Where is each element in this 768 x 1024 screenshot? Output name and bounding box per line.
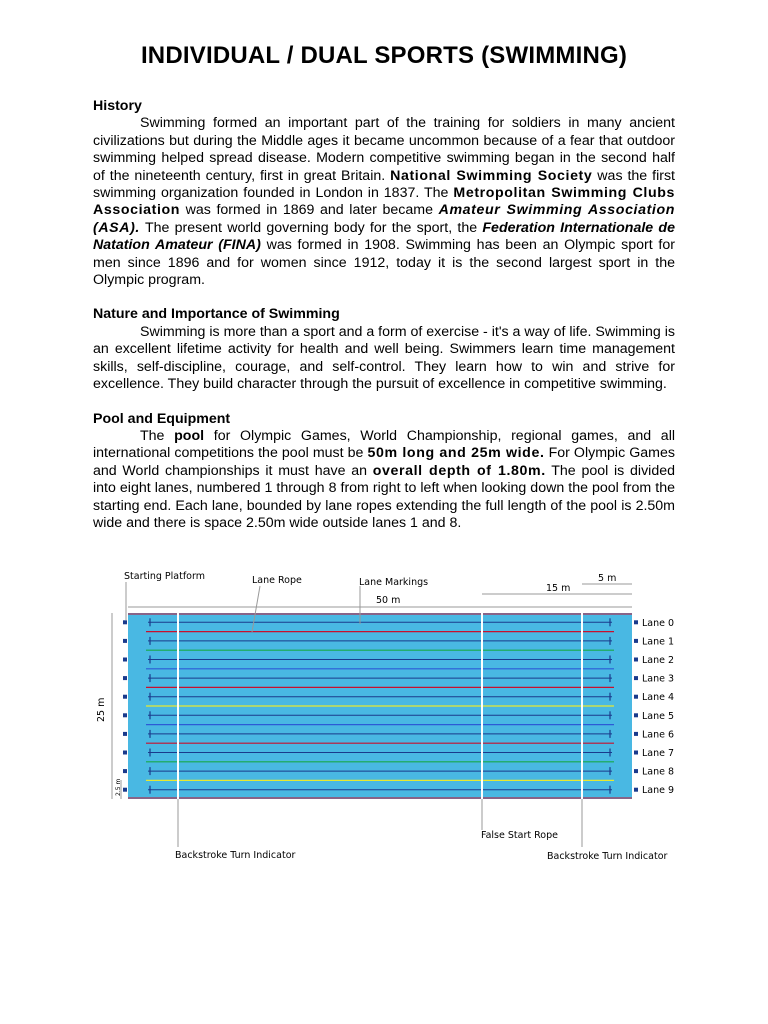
nature-heading: Nature and Importance of Swimming	[93, 306, 340, 323]
label-backstroke-right: Backstroke Turn Indicator	[547, 851, 668, 862]
label-width: 25 m	[96, 697, 107, 722]
lane-label: Lane 0	[642, 617, 675, 629]
lane-labels	[642, 618, 674, 796]
nature-paragraph: Swimming is more than a sport and a form of exercise - it's a way of life. Swimming is an excellent lifetime activity for health and well being. Swimmers learn time management skills, self-discipline, courage, and self-control. They learn how to win and strive for excellence. They build character through the pursuit of excellence in competitive swimming.	[93, 323, 675, 393]
page-title: INDIVIDUAL / DUAL SPORTS (SWIMMING)	[140, 42, 628, 69]
end-block	[634, 732, 638, 736]
starting-block	[123, 658, 127, 662]
lane-label: Lane 9	[642, 785, 675, 797]
lane-label: Lane 5	[642, 710, 675, 722]
starting-block	[123, 620, 127, 624]
end-block	[634, 713, 638, 717]
starting-block	[123, 695, 127, 699]
end-block	[634, 676, 638, 680]
lane-label: Lane 8	[642, 766, 675, 778]
pool-term: pool	[174, 427, 205, 444]
end-block	[634, 658, 638, 662]
pool-diagram	[0, 560, 768, 870]
label-lane-markings: Lane Markings	[359, 577, 429, 588]
document-body	[93, 98, 675, 532]
end-block	[634, 769, 638, 773]
starting-block	[123, 751, 127, 755]
fina-name: Federation Internationale de Natation Amateur (FINA)	[93, 219, 675, 254]
label-dist-5: 5 m	[598, 573, 617, 584]
metropolitan-clubs-association: Metropolitan Swimming Clubs Association	[93, 185, 675, 219]
pool-heading: Pool and Equipment	[93, 410, 231, 427]
end-block	[634, 751, 638, 755]
lane-label: Lane 7	[642, 748, 675, 759]
lane-label: Lane 1	[642, 636, 675, 648]
lane-label: Lane 2	[642, 655, 675, 666]
label-lane-width: 2.5 m	[115, 778, 122, 796]
pool-depth: overall depth of 1.80m.	[372, 462, 546, 479]
label-backstroke-left: Backstroke Turn Indicator	[175, 850, 296, 861]
starting-block	[123, 713, 127, 717]
lane-label: Lane 3	[642, 673, 675, 685]
label-starting-platform: Starting Platform	[124, 571, 205, 582]
end-block	[634, 695, 638, 699]
starting-block	[123, 639, 127, 643]
national-swimming-society: National Swimming Society	[390, 167, 593, 184]
lane-label: Lane 4	[642, 692, 675, 704]
history-paragraph: Swimming formed an important part of the training for soldiers in many ancient civilizations but during the Middle ages it became uncommon because of a fear that outdoor swimming helped spread disease. Modern competitive swimming began in the second half of the nineteenth century, first in great Britain. National Swimming Society was the first swimming organization founded in London in 1837. The Metropolitan Swimming Clubs Association was formed in 1869 and later became Amateur Swimming Association (ASA). The present world governing body for the sport, the Federation Internationale de Natation Amateur (FINA) was formed in 1908. Swimming has been an Olympic sport for men since 1896 and for women since 1912, today it is the second largest sport in the Olympic program.	[93, 115, 675, 289]
starting-block	[123, 769, 127, 773]
starting-block	[123, 676, 127, 680]
starting-block	[123, 788, 127, 792]
starting-block	[123, 732, 127, 736]
label-false-start-rope: False Start Rope	[481, 830, 558, 841]
pool-paragraph: The pool for Olympic Games, World Championship, regional games, and all international competitions the pool must be 50m long and 25m wide. For Olympic Games and World championships it must have an overall depth of 1.80m. The pool is divided into eight lanes, numbered 1 through 8 from right to left when looking down the pool from the starting end. Each lane, bounded by lane ropes extending the full length of the pool is 2.50m wide and there is space 2.50m wide outside lanes 1 and 8.	[93, 427, 675, 531]
pool-dimensions: 50m long and 25m wide.	[367, 445, 545, 462]
end-block	[634, 788, 638, 792]
end-block	[634, 639, 638, 643]
end-block	[634, 620, 638, 624]
lane-label: Lane 6	[642, 729, 675, 741]
history-heading: History	[93, 98, 142, 114]
label-lane-rope: Lane Rope	[252, 575, 302, 586]
label-dist-15: 15 m	[546, 583, 571, 594]
asa-name: Amateur Swimming Association (ASA).	[93, 202, 675, 236]
label-length: 50 m	[376, 595, 401, 606]
